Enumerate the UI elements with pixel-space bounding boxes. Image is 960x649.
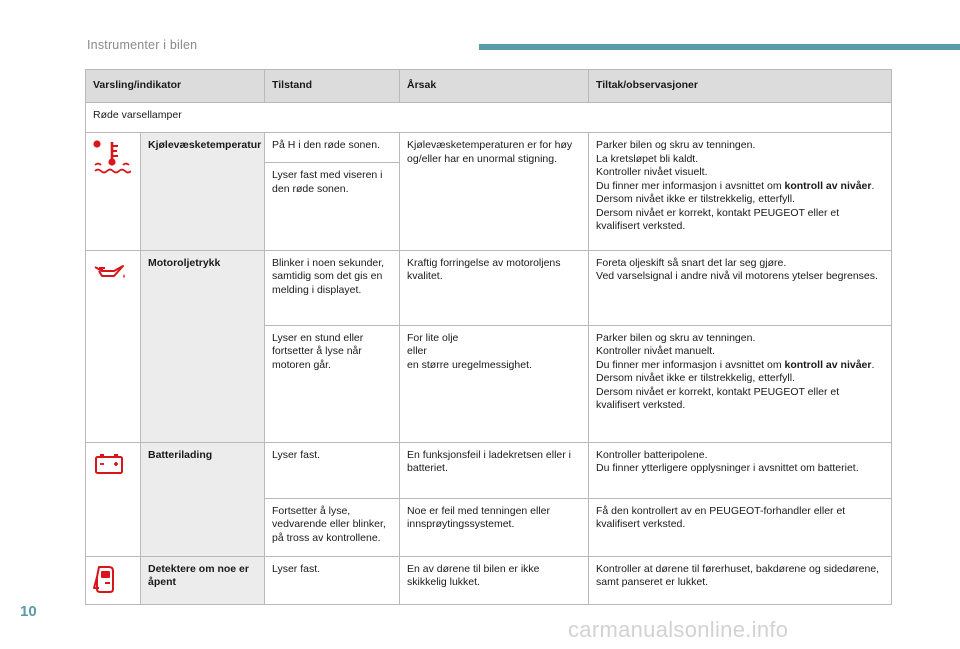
icon-cell: [86, 442, 141, 556]
cause-line: eller: [407, 345, 427, 357]
table-header-row: [86, 70, 892, 103]
state-cell: Lyser fast.: [265, 556, 400, 605]
action-line: Parker bilen og skru av tenningen.: [596, 331, 756, 344]
state-cell: Lyser fast med viseren i den røde sonen.: [265, 163, 400, 251]
action-line: Dersom nivået ikke er tilstrekkelig, etterfyll.: [596, 372, 795, 384]
action-cell: Få den kontrollert av en PEUGEOT-forhandler eller et kvalifisert verksted.: [589, 498, 892, 556]
action-cell: [589, 133, 892, 251]
action-line: Dersom nivået ikke er tilstrekkelig, etterfyll.: [596, 193, 795, 205]
cause-cell: En funksjonsfeil i ladekretsen eller i batteriet.: [400, 442, 589, 498]
indicator-label: Kjølevæsketemperatur: [141, 133, 265, 251]
indicator-label: Batterilading: [141, 442, 265, 556]
cause-cell: [400, 325, 589, 442]
action-cell: [589, 250, 892, 325]
table-row: [86, 133, 892, 163]
state-cell: På H i den røde sonen.: [265, 133, 400, 163]
action-text: .: [871, 179, 875, 192]
icon-cell: [86, 250, 141, 442]
action-cell: Kontroller at dørene til førerhuset, bakdørene og sidedørene, samt panseret er lukket.: [589, 556, 892, 605]
state-cell: Fortsetter å lyse, vedvarende eller blinker, på tross av kontrollene.: [265, 498, 400, 556]
cause-line: For lite olje: [407, 331, 459, 344]
cause-cell: Noe er feil med tenningen eller innsprøytingssystemet.: [400, 498, 589, 556]
indicator-label: Motoroljetrykk: [141, 250, 265, 442]
action-line: Du finner ytterligere opplysninger i avsnittet om batteriet.: [596, 462, 859, 474]
action-link-text: kontroll av nivåer: [784, 358, 872, 371]
action-cell: [589, 442, 892, 498]
action-line: Parker bilen og skru av tenningen.: [596, 139, 756, 151]
action-text: .: [871, 358, 875, 371]
cause-line: en større uregelmessighet.: [407, 358, 532, 371]
section-title: Instrumenter i bilen: [87, 38, 198, 52]
cause-cell: Kraftig forringelse av motoroljens kvalitet.: [400, 250, 589, 325]
action-line: Kontroller nivået visuelt.: [596, 166, 708, 178]
state-cell: Blinker i noen sekunder, samtidig som det gis en melding i displayet.: [265, 250, 400, 325]
battery-icon: [93, 453, 125, 475]
icon-cell: [86, 556, 141, 605]
action-line: Foreta oljeskift så snart det lar seg gjøre.: [596, 256, 787, 269]
table-row: [86, 250, 892, 325]
group-row: [86, 103, 892, 133]
warning-lights-table: [85, 69, 892, 605]
action-line: Dersom nivået er korrekt, kontakt PEUGEOT eller et kvalifisert verksted.: [596, 206, 840, 232]
watermark: carmanualsonline.info: [568, 617, 789, 642]
header-cause: Årsak: [400, 70, 589, 103]
action-link-text: kontroll av nivåer: [784, 179, 872, 192]
coolant-temperature-icon: [93, 139, 131, 175]
header-state: Tilstand: [265, 70, 400, 103]
header-action: Tiltak/observasjoner: [589, 70, 892, 103]
table-row: [86, 556, 892, 605]
action-line: Kontroller batteripolene.: [596, 448, 708, 461]
page-number: 10: [20, 603, 37, 620]
action-line: [596, 359, 885, 373]
action-line: Ved varselsignal i andre nivå vil motorens ytelser begrenses.: [596, 270, 878, 282]
cause-cell: En av dørene til bilen er ikke skikkelig lukket.: [400, 556, 589, 605]
action-cell: [589, 325, 892, 442]
header-indicator: Varsling/indikator: [86, 70, 265, 103]
group-label: Røde varsellamper: [86, 103, 892, 133]
action-line: Dersom nivået er korrekt, kontakt PEUGEOT eller et kvalifisert verksted.: [596, 385, 840, 411]
door-open-icon: [93, 564, 119, 594]
action-line: Kontroller nivået manuelt.: [596, 345, 716, 357]
table-row: [86, 442, 892, 498]
oil-pressure-icon: [93, 263, 127, 281]
action-line: [596, 180, 885, 194]
action-line: La kretsløpet bli kaldt.: [596, 152, 699, 165]
action-text: Du finner mer informasjon i avsnittet om: [596, 358, 785, 371]
header-accent-bar: [479, 44, 960, 50]
indicator-label: Detektere om noe er åpent: [141, 556, 265, 605]
state-cell: Lyser en stund eller fortsetter å lyse når motoren går.: [265, 325, 400, 442]
icon-cell: [86, 133, 141, 251]
state-cell: Lyser fast.: [265, 442, 400, 498]
action-text: Du finner mer informasjon i avsnittet om: [596, 179, 785, 192]
cause-cell: Kjølevæsketemperaturen er for høy og/eller har en unormal stigning.: [400, 133, 589, 251]
